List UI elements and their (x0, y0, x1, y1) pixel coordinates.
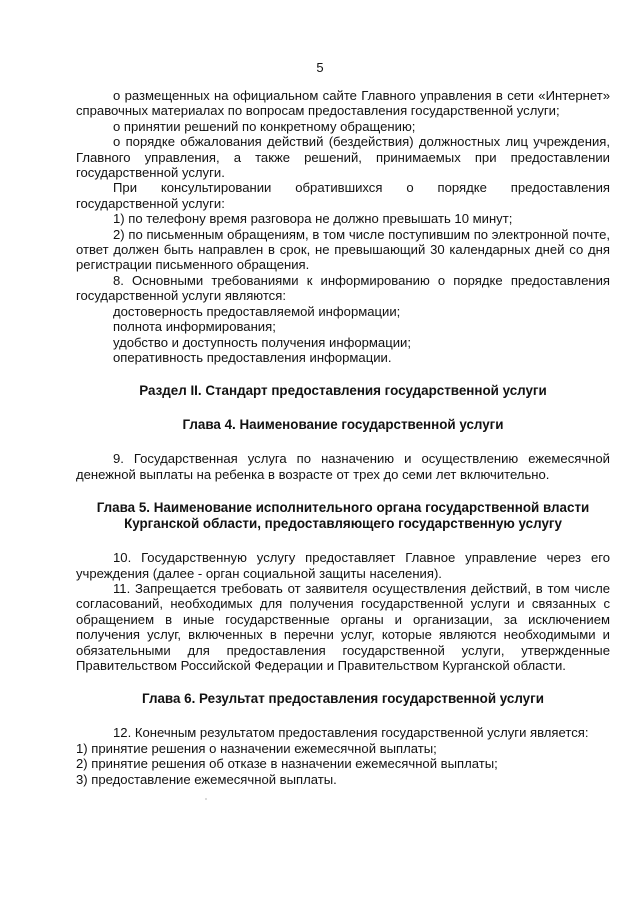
chapter-4-heading: Глава 4. Наименование государственной услуги (182, 417, 504, 433)
paragraph-9: 9. Государственная услуга по назначению и осуществлению ежемесячной денежной выплаты на ребенка в возрасте от трех до семи лет включительно. (76, 451, 610, 482)
scan-speck (205, 798, 207, 800)
paragraph-decisions: о принятии решений по конкретному обращению; (113, 118, 416, 134)
chapter-5-heading-line-2: Курганской области, предоставляющего государственную услугу (124, 516, 562, 532)
requirement-item: достоверность предоставляемой информации; (113, 303, 401, 319)
section-2-heading: Раздел II. Стандарт предоставления государственной услуги (139, 383, 547, 399)
paragraph-12: 12. Конечным результатом предоставления государственной услуги является: (113, 725, 589, 741)
requirement-item: оперативность предоставления информации. (113, 349, 392, 365)
result-item: 2) принятие решения об отказе в назначении ежемесячной выплаты; (76, 756, 498, 772)
requirement-item: полнота информирования; (113, 319, 276, 335)
paragraph-8-requirements: 8. Основными требованиями к информированию о порядке предоставления государственной услуги являются: (76, 272, 610, 304)
chapter-5-heading-line-1: Глава 5. Наименование исполнительного органа государственной власти (96, 500, 590, 516)
paragraph-phone-limit: 1) по телефону время разговора не должно превышать 10 минут; (113, 211, 513, 227)
result-item: 3) предоставление ежемесячной выплаты. (76, 771, 337, 787)
result-item: 1) принятие решения о назначении ежемесячной выплаты; (76, 740, 437, 756)
paragraph-11: 11. Запрещается требовать от заявителя осуществления действий, в том числе согласований, необходимых для получения государственной услуги и связанных с обращением в иные государственные органы и организации, за исключением получения услуг, включенных в перечни услуг, которые являются необходимыми и обязательными для предоставления государственной услуги, утвержденные Правительством Российской Федерации и Правительством Курганской области. (76, 580, 610, 673)
chapter-5-heading (76, 500, 610, 532)
paragraph-written-requests: 2) по письменным обращениям, в том числе поступившим по электронной почте, ответ должен быть направлен в срок, не превышающий 30 календарных дней со дня регистрации письменного обращения. (76, 226, 610, 273)
page-content (76, 88, 610, 787)
paragraph-appeal-procedure: о порядке обжалования действий (бездействия) должностных лиц учреждения, Главного управления, а также решений, принимаемых при предоставлении государственной услуги. (76, 134, 610, 181)
requirement-item: удобство и доступность получения информации; (113, 334, 411, 350)
paragraph-internet-materials: о размещенных на официальном сайте Главного управления в сети «Интернет» справочных материалах по вопросам предоставления государственной услуги; (76, 88, 610, 119)
chapter-6-heading: Глава 6. Результат предоставления государственной услуги (142, 691, 544, 707)
paragraph-consultation: При консультировании обратившихся о порядке предоставления государственной услуги: (76, 180, 610, 211)
paragraph-10: 10. Государственную услугу предоставляет Главное управление через его учреждения (далее - орган социальной защиты населения). (76, 550, 610, 581)
page-number: 5 (316, 60, 324, 75)
